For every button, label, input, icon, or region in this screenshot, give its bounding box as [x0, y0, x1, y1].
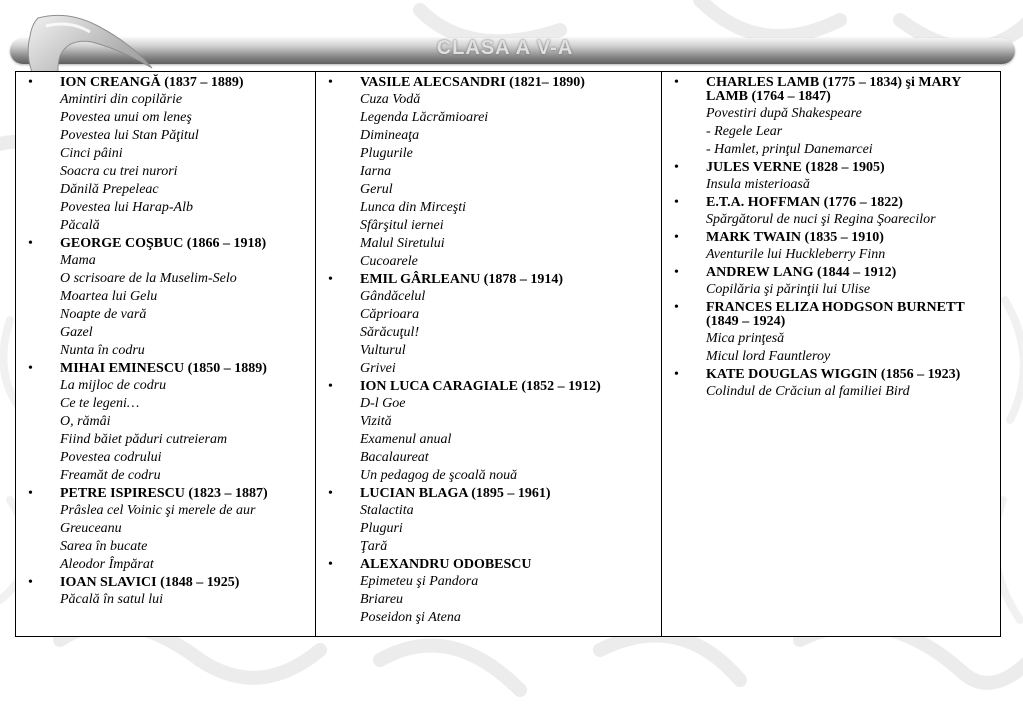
work-title: O, rămâi: [60, 414, 111, 429]
work-title: Mama: [60, 253, 96, 268]
work-title: Povestea lui Stan Păţitul: [60, 128, 199, 143]
work-title: Gerul: [360, 182, 393, 197]
work-title: Briareu: [360, 592, 404, 607]
work-title: Malul Siretului: [360, 236, 445, 251]
work-title: Colindul de Crăciun al familiei Bird: [706, 384, 910, 399]
column-romanian-classics: [16, 72, 316, 637]
work-title: Soacra cu trei nurori: [60, 164, 178, 179]
work-title: Copilăria şi părinţii lui Ulise: [706, 282, 871, 297]
work-title: Dănilă Prepeleac: [60, 182, 159, 197]
work-title: Un pedagog de şcoală nouă: [360, 468, 518, 483]
work-title: Vulturul: [360, 343, 406, 358]
bullet-icon: •: [674, 265, 679, 280]
work-title: Examenul anual: [360, 432, 452, 447]
author-entry: [668, 159, 994, 194]
work-title: O scrisoare de la Muselim-Selo: [60, 271, 237, 286]
work-title: Nunta în codru: [60, 343, 145, 358]
work-title: Lunca din Mirceşti: [360, 200, 467, 215]
author-name: E.T.A. HOFFMAN (1776 – 1822): [706, 195, 903, 210]
author-entry: [22, 574, 309, 609]
bullet-icon: •: [328, 486, 333, 501]
bullet-icon: •: [674, 160, 679, 175]
author-entry: [22, 360, 309, 485]
work-title: Amintiri din copilărie: [60, 92, 183, 107]
bullet-icon: •: [674, 75, 679, 90]
author-entry: [668, 229, 994, 264]
work-title: Păcală: [60, 218, 100, 233]
author-entry: [322, 485, 655, 556]
author-name: FRANCES ELIZA HODGSON BURNETT (1849 – 1924): [706, 300, 965, 329]
author-entry: [322, 271, 655, 378]
work-title: Legenda Lăcrămioarei: [360, 110, 489, 125]
slide-title: CLASA A V-A: [436, 37, 574, 59]
bullet-icon: •: [28, 75, 33, 90]
author-name: ANDREW LANG (1844 – 1912): [706, 265, 897, 280]
work-title: Cuza Vodă: [360, 92, 421, 107]
work-title: Noapte de vară: [60, 307, 147, 322]
work-title: Gândăcelul: [360, 289, 426, 304]
bullet-icon: •: [28, 236, 33, 251]
bullet-icon: •: [328, 272, 333, 287]
work-title: Bacalaureat: [360, 450, 429, 465]
work-title: Poseidon şi Atena: [360, 610, 461, 625]
work-title: D-l Goe: [360, 396, 406, 411]
author-entry: [22, 74, 309, 235]
work-title: Grivei: [360, 361, 396, 376]
work-title: Gazel: [60, 325, 93, 340]
author-name: LUCIAN BLAGA (1895 – 1961): [360, 486, 551, 501]
work-title: Mica prinţesă: [706, 331, 785, 346]
work-title: Ţară: [360, 539, 388, 554]
work-title: La mijloc de codru: [60, 378, 167, 393]
author-entry: [668, 299, 994, 366]
bullet-icon: •: [28, 486, 33, 501]
reading-list-table: [15, 71, 1001, 637]
work-title: Dimineaţa: [360, 128, 420, 143]
work-title: Aleodor Împărat: [60, 557, 154, 572]
work-title: Povestea codrului: [60, 450, 162, 465]
work-title: Fiind băiet păduri cutreieram: [60, 432, 228, 447]
author-name: KATE DOUGLAS WIGGIN (1856 – 1923): [706, 367, 961, 382]
author-entry: [668, 366, 994, 401]
author-name: MIHAI EMINESCU (1850 – 1889): [60, 361, 267, 376]
work-title: Cucoarele: [360, 254, 418, 269]
author-entry: [668, 264, 994, 299]
author-entry: [322, 556, 655, 627]
work-title: Freamăt de codru: [60, 468, 161, 483]
work-title: Sărăcuţul!: [360, 325, 420, 340]
bullet-icon: •: [674, 367, 679, 382]
work-title: Aventurile lui Huckleberry Finn: [706, 247, 886, 262]
work-title: Greuceanu: [60, 521, 122, 536]
bullet-icon: •: [28, 361, 33, 376]
work-title: Sarea în bucate: [60, 539, 148, 554]
column-foreign-authors: [662, 72, 1001, 637]
work-title: Povestea unui om leneş: [60, 110, 192, 125]
work-title: Stalactita: [360, 503, 414, 518]
author-entry: [322, 74, 655, 271]
work-title: Pluguri: [360, 521, 403, 536]
work-title: Vizită: [360, 414, 392, 429]
work-title: - Regele Lear: [706, 124, 783, 139]
work-title: Spărgătorul de nuci şi Regina Şoarecilor: [706, 212, 936, 227]
author-name: VASILE ALECSANDRI (1821– 1890): [360, 75, 585, 90]
work-title: Povestea lui Harap-Alb: [60, 200, 193, 215]
author-entry: [22, 235, 309, 360]
work-title: - Hamlet, prinţul Danemarcei: [706, 142, 873, 157]
work-title: Insula misterioasă: [706, 177, 810, 192]
author-name: JULES VERNE (1828 – 1905): [706, 160, 885, 175]
author-entry: [668, 74, 994, 159]
column-romanian-authors: [316, 72, 662, 637]
author-name: ION LUCA CARAGIALE (1852 – 1912): [360, 379, 601, 394]
bullet-icon: •: [674, 230, 679, 245]
work-title: Povestiri după Shakespeare: [706, 106, 862, 121]
author-name: MARK TWAIN (1835 – 1910): [706, 230, 884, 245]
bullet-icon: •: [328, 557, 333, 572]
work-title: Iarna: [360, 164, 392, 179]
author-entry: [668, 194, 994, 229]
bullet-icon: •: [28, 575, 33, 590]
work-title: Epimeteu şi Pandora: [360, 574, 479, 589]
author-name: PETRE ISPIRESCU (1823 – 1887): [60, 486, 268, 501]
work-title: Plugurile: [360, 146, 413, 161]
bullet-icon: •: [674, 300, 679, 315]
bullet-icon: •: [674, 195, 679, 210]
author-entry: [22, 485, 309, 574]
work-title: Păcală în satul lui: [60, 592, 164, 607]
bullet-icon: •: [328, 379, 333, 394]
author-entry: [322, 378, 655, 485]
work-title: Ce te legeni…: [60, 396, 140, 411]
work-title: Cinci pâini: [60, 146, 123, 161]
author-name: GEORGE COŞBUC (1866 – 1918): [60, 236, 267, 251]
work-title: Moartea lui Gelu: [60, 289, 158, 304]
work-title: Căprioara: [360, 307, 420, 322]
bullet-icon: •: [328, 75, 333, 90]
author-name: CHARLES LAMB (1775 – 1834) şi MARY LAMB (1764 – 1847): [706, 75, 961, 104]
author-name: IOAN SLAVICI (1848 – 1925): [60, 575, 240, 590]
work-title: Prâslea cel Voinic şi merele de aur: [60, 503, 256, 518]
author-name: ALEXANDRU ODOBESCU: [360, 557, 532, 572]
work-title: Sfârşitul iernei: [360, 218, 444, 233]
work-title: Micul lord Fauntleroy: [706, 349, 831, 364]
author-name: EMIL GÂRLEANU (1878 – 1914): [360, 272, 564, 287]
author-name: ION CREANGĂ (1837 – 1889): [60, 75, 244, 90]
